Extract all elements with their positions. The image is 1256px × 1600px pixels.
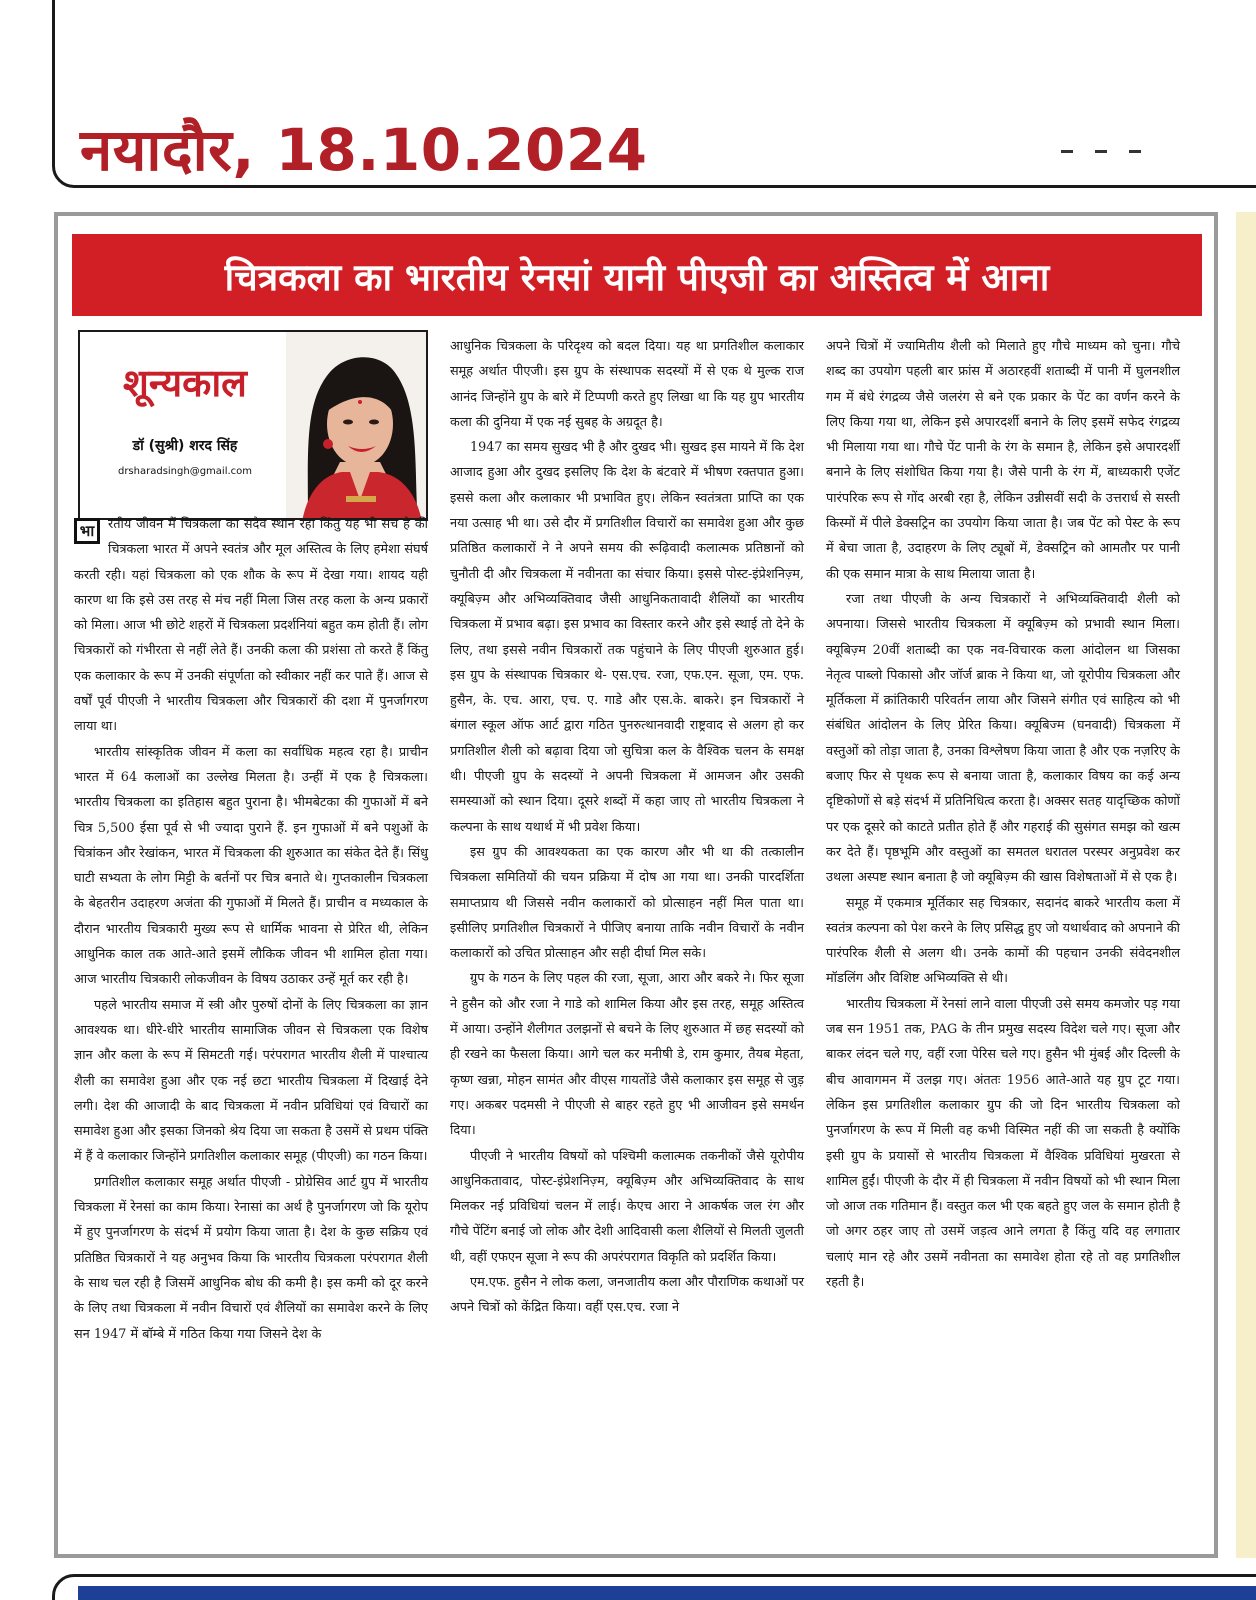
byline-box — [78, 330, 428, 520]
paragraph: पहले भारतीय समाज में स्त्री और पुरुषों दोनों के लिए चित्रकला का ज्ञान आवश्यक था। धीरे-धीरे भारतीय सामाजिक जीवन से चित्रकला एक विशेष ज्ञान और कला के रूप में सिमटती गई। परंपरागत भारतीय शैली में पाश्चात्य शैली का समावेश हुआ और एक नई छटा भारतीय चित्रकला में दिखाई देने लगी। देश की आजादी के बाद चित्रकला में नवीन प्रविधियां एवं विचारों का समावेश हुआ और इसका जिनको श्रेय दिया जा सकता है उसमें से प्रथम पंक्ति में हैं वे कलाकार जिन्होंने प्रगतिशील कलाकार समूह (पीएजी) का गठन किया। — [74, 997, 428, 1165]
paragraph: भारतीय चित्रकला में रेनसां लाने वाला पीएजी उसे समय कमजोर पड़ गया जब सन 1951 तक, PAG के तीन प्रमुख सदस्य विदेश चले गए। सूजा और बाकर लंदन चले गए, वहीं रजा पेरिस चले गए। हुसैन भी मुंबई और दिल्ली के बीच आवागमन में उलझ गए। अंततः 1956 आते-आते यह ग्रुप टूट गया। लेकिन इस प्रगतिशील कलाकार ग्रुप की जो दिन भारतीय चित्रकला को पुनर्जागरण के रूप में मिली वह कभी विस्मित नहीं की जा सकती है क्योंकि इसी ग्रुप के प्रयासों से भारतीय चित्रकला में वैश्विक प्रविधियां मुखरता से शामिल हुईं। पीएजी के दौर में ही चित्रकला में नवीन विषयों को भी स्थान मिला जो आज तक गतिमान हैं। वस्तुत कल भी एक बहते हुए जल के समान होती है जो अगर ठहर जाए तो उसमें जड़त्व आने लगता है किंतु यदि वह लगातार चलाएं मान रहे और उसमें नवीनता का समावेश होता रहे तो वह प्रगतिशील रहती है। — [826, 996, 1180, 1290]
author-name: डॉ (सुश्री) शरद सिंह — [132, 438, 238, 454]
article-frame — [54, 212, 1218, 1558]
masthead-dashes — [1061, 150, 1141, 153]
paragraph: आधुनिक चित्रकला के परिदृश्य को बदल दिया। यह था प्रगतिशील कलाकार समूह अर्थात पीएजी। इस ग्रुप के संस्थापक सदस्यों में से एक थे मुल्क राज आनंद जिन्होंने ग्रुप के बारे में टिप्पणी करते हुए लिखा था कि यह ग्रुप भारतीय कला की दुनिया में एक नई सुबह के अग्रदूत है। — [450, 339, 804, 430]
paragraph: अपने चित्रों में ज्यामितीय शैली को मिलाते हुए गौचे माध्यम को चुना। गौचे शब्द का उपयोग पहली बार फ्रांस में अठारहवीं शताब्दी में पानी में घुलनशील गम में बंधे रंगद्रव्य जैसे जलरंग से बने एक प्रकार के पेंट का वर्णन करने के लिए किया गया था, लेकिन इसे अपारदर्शी बनाने के लिए इसमें सफेद रंगद्रव्य भी मिलाया गया था। गौचे पेंट पानी के रंग के समान है, लेकिन इसे अपारदर्शी बनाने के लिए संशोधित किया गया है। जैसे पानी के रंग में, बाध्यकारी एजेंट पारंपरिक रूप से गोंद अरबी रहा है, लेकिन उन्नीसवीं सदी के उत्तरार्ध से सस्ती किस्मों में पीले डेक्सट्रिन का उपयोग किया जाता है। जब पेंट को पेस्ट के रूप में बेचा जाता है, उदाहरण के लिए ट्यूबों में, डेक्सट्रिन को आमतौर पर पानी की एक समान मात्रा के साथ मिलाया जाता है। — [826, 339, 1180, 582]
paragraph: समूह में एकमात्र मूर्तिकार सह चित्रकार, सदानंद बाकरे भारतीय कला में स्वतंत्र कल्पना को पेश करने के लिए प्रसिद्ध हुए जो यथार्थवाद को अपनाने की पारंपरिक शैली से अलग थी। उनके कामों की पहचान उनकी संवेदनशील मॉडलिंग और विशिष्ट अभिव्यक्ति से थी। — [826, 895, 1180, 987]
paragraph: प्रगतिशील कलाकार समूह अर्थात पीएजी - प्रोग्रेसिव आर्ट ग्रुप में भारतीय चित्रकला में रेनसां का काम किया। रेनासां का अर्थ है पुनर्जागरण जो कि यूरोप में हुए पुनर्जागरण के संदर्भ में प्रयोग किया जाता है। देश के कुछ सक्रिय एवं प्रतिष्ठित चित्रकारों ने यह अनुभव किया कि भारतीय चित्रकला परंपरागत शैली के साथ चल रही है जिसमें आधुनिक बोध की कमी है। इस कमी को दूर करने के लिए तथा चित्रकला में नवीन विचारों एवं शैलियों का समावेश करने के लिए सन 1947 में बॉम्बे में गठित किया गया जिसने देश के — [74, 1174, 428, 1342]
lead-paragraph — [74, 512, 428, 740]
next-headline-bar — [78, 1586, 1256, 1600]
paragraph: रजा तथा पीएजी के अन्य चित्रकारों ने अभिव्यक्तिवादी शैली को अपनाया। जिससे भारतीय चित्रकला में क्यूबिज़्म को प्रभावी स्थान मिला। क्यूबिज़्म 20वीं शताब्दी का एक नव-विचारक कला आंदोलन था जिसका नेतृत्व पाब्लो पिकासो और जॉर्ज ब्राक ने किया था, जो यूरोपीय चित्रकला और मूर्तिकला में क्रांतिकारी परिवर्तन लाया और जिसने संगीत एवं साहित्य को भी संबंधित आंदोलन के लिए प्रेरित किया। क्यूबिज्म (घनवादी) चित्रकला में वस्तुओं को तोड़ा जाता है, उनका विश्लेषण किया जाता है और एक नज़रिए के बजाए फिर से पृथक रूप से बनाया जाता है, कलाकार विषय का कई अन्य दृष्टिकोणों से बड़े संदर्भ में प्रतिनिधित्व करता है। अक्सर सतह यादृच्छिक कोणों पर एक दूसरे को काटते प्रतीत होते हैं और गहराई की सुसंगत समझ को खत्म कर देते हैं। पृष्ठभूमि और वस्तुओं का समतल धरातल परस्पर अनुप्रवेश कर उथला अस्पष्ट स्थान बनाता है जो क्यूबिज़्म की खास विशेषताओं में से एक है। — [826, 591, 1180, 886]
lead-paragraph-text: रतीय जीवन में चित्रकला का सदैव स्थान रहा किंतु यह भी सच है की चित्रकला भारत में अपने स्वतंत्र और मूल अस्तित्व के लिए हमेशा संघर्ष करती रही। यहां चित्रकला को एक शौक के रूप में देखा गया। शायद यही कारण था कि इसे उस तरह से मंच नहीं मिला जिस तरह कला के अन्य प्रकारों को मिला। आज भी छोटे शहरों में चित्रकला प्रदर्शनियां बहुत कम होती हैं। लोग चित्रकारों को गंभीरता से नहीं लेते हैं। उनकी कला की प्रशंसा तो करते हैं किंतु एक कलाकार के रूप में उनकी संपूर्णता को स्वीकार नहीं कर पाते हैं। आज से वर्षों पूर्व पीएजी ने भारतीय चित्रकला और चित्रकारों की दशा में पुनर्जागरण लाया था। — [74, 517, 428, 735]
column-brand: शून्यकाल — [123, 360, 247, 405]
paragraph: 1947 का समय सुखद भी है और दुखद भी। सुखद इस मायने में कि देश आजाद हुआ और दुखद इसलिए कि देश के बंटवारे में भीषण रक्तपात हुआ। इससे कला और कलाकार भी प्रभावित हुए। लेकिन स्वतंत्रता प्राप्ति का एक नया उत्साह भी था। उसे दौर में प्रगतिशील विचारों का समावेश हुआ और कुछ प्रतिष्ठित कलाकारों ने ने अपने समय की रूढ़िवादी कलात्मक प्रतिष्ठानों को चुनौती दी और चित्रकला में नवीनता का संचार किया। इससे पोस्ट-इंप्रेशनिज़्म, क्यूबिज़्म और अभिव्यक्तिवाद जैसी आधुनिकतावादी शैलियों का भारतीय चित्रकला में प्रभाव बढ़ा। इस प्रभाव का विस्तार करने और इसे स्थाई तो देने के लिए, तथा इससे नवीन चित्रकारों तक पहुंचाने के लिए पीएजी शुरुआत हुई। इस ग्रुप के संस्थापक चित्रकार थे- एस.एच. रजा, एफ.एन. सूजा, एम. एफ. हुसैन, के. एच. आरा, एच. ए. गाडे और एस.के. बाकरे। इन चित्रकारों ने बंगाल स्कूल ऑफ आर्ट द्वारा गठित पुनरुत्थानवादी राष्ट्रवाद से अलग हो कर प्रगतिशील शैली को बढ़ावा दिया जो सुचित्रा कल के वैश्विक चलन के समक्ष थी। पीएजी ग्रुप के सदस्यों ने अपनी चित्रकला में आमजन और उसकी समस्याओं को स्थान दिया। दूसरे शब्दों में कहा जाए तो भारतीय चित्रकला ने कल्पना के साथ यथार्थ में भी प्रवेश किया। — [450, 440, 804, 835]
paragraph: एम.एफ. हुसैन ने लोक कला, जनजातीय कला और पौराणिक कथाओं पर अपने चित्रों को केंद्रित किया। वहीं एस.एच. रजा ने — [450, 1274, 804, 1316]
article-column-1 — [74, 512, 428, 1347]
drop-cap: भा — [74, 518, 100, 544]
author-portrait — [286, 332, 428, 520]
headline-bar — [72, 234, 1202, 316]
paragraph: ग्रुप के गठन के लिए पहल की रजा, सूजा, आरा और बकरे ने। फिर सूजा ने हुसैन को और रजा ने गाडे को शामिल किया और इस तरह, समूह अस्तित्व में आया। उन्होंने शैलीगत उलझनों से बचने के लिए शुरुआत में छह सदस्यों को ही रखने का फैसला किया। आगे चल कर मनीषी डे, राम कुमार, तैयब मेहता, कृष्ण खन्ना, मोहन सामंत और वीएस गायतोंडे जैसे कलाकार इस समूह से जुड़ गए। अकबर पदमसी ने पीएजी से बाहर रहते हुए भी आजीवन इसे समर्थन दिया। — [450, 971, 804, 1139]
article-column-3 — [826, 334, 1180, 1295]
author-email: drsharadsingh@gmail.com — [117, 466, 253, 477]
paragraph: पीएजी ने भारतीय विषयों को पश्चिमी कलात्मक तकनीकों जैसे यूरोपीय आधुनिकतावाद, पोस्ट-इंप्रेशनिज़्म, क्यूबिज़्म और अभिव्यक्तिवाद के साथ मिलकर नई प्रविधियां चलन में लाई। केएच आरा ने आकर्षक जल रंग और गौचे पेंटिंग बनाई जो लोक और देशी आदिवासी कला शैलियों से मिलती जुलती थी, वहीं एफएन सूजा ने रूप की अपरंपरागत विकृति को प्रदर्शित किया। — [450, 1148, 804, 1265]
paragraph: भारतीय सांस्कृतिक जीवन में कला का सर्वाधिक महत्व रहा है। प्राचीन भारत में 64 कलाओं का उल्लेख मिलता है। उन्हीं में एक है चित्रकला। भारतीय चित्रकला का इतिहास बहुत पुराना है। भीमबेटका की गुफाओं में बने चित्र 5,500 ईसा पूर्व से भी ज्यादा पुराने हैं. इन गुफाओं में बने पशुओं के चित्रांकन और रेखांकन, भारत में चित्रकला की शुरुआत का संकेत देते हैं। सिंधु घाटी सभ्यता के लोग मिट्टी के बर्तनों पर चित्र बनाते थे। गुप्तकालीन चित्रकला के बेहतरीन उदाहरण अजंता की गुफाओं में मिलते हैं। प्राचीन व मध्यकाल के दौरान भारतीय चित्रकारी मुख्य रूप से धार्मिक भावना से प्रेरित थी, लेकिन आधुनिक काल तक आते-आते इसमें लौकिक जीवन भी शामिल होता गया। आज भारतीय चित्रकारी लोकजीवन के विषय उठाकर उन्हें मूर्त कर रही है। — [74, 744, 428, 988]
article-headline: चित्रकला का भारतीय रेनसां यानी पीएजी का अस्तित्व में आना — [224, 254, 1050, 299]
paragraph: इस ग्रुप की आवश्यकता का एक कारण और भी था की तत्कालीन चित्रकला समितियों की चयन प्रक्रिया में दोष आ गया था। उनकी पारदर्शिता समाप्तप्राय थी जिससे नवीन कलाकारों को प्रोत्साहन नहीं मिल पाता था। इसीलिए प्रगतिशील चित्रकारों ने पीजिए बनाया ताकि नवीन विचारों के नवीन कलाकारों को उचित प्रोत्साहन और सही दीर्घा मिल सके। — [450, 844, 804, 962]
adjacent-page-strip — [1236, 212, 1256, 1558]
article-column-2 — [450, 334, 804, 1321]
masthead-date: नयादौर, 18.10.2024 — [80, 116, 648, 184]
